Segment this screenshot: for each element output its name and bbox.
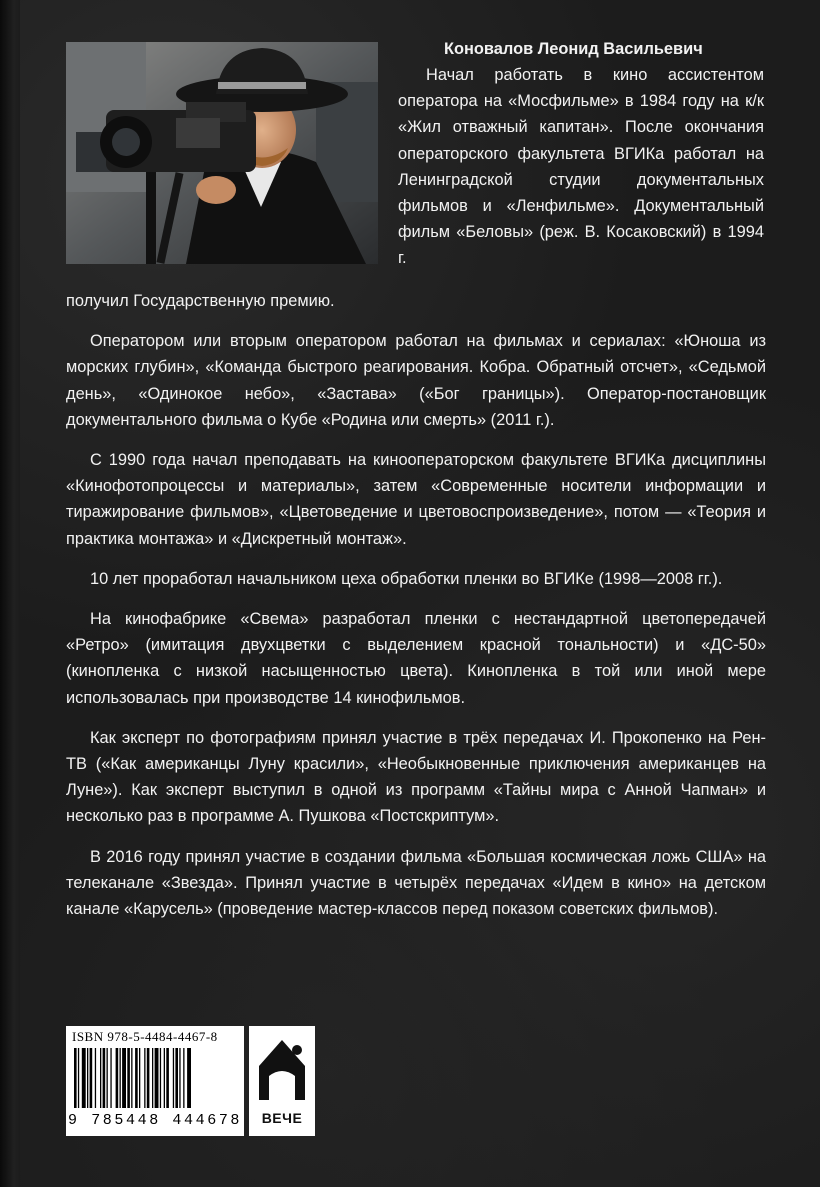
bio-paragraph: Оператором или вторым оператором работал на фильмах и сериалах: «Юноша из морских глубин», «Команда быстрого реагирования. Кобра. Обратный отсчет», «Седьмой день», «Одинокое небо», «Застава» («Бог границы»). Оператор-постановщик документального фильма о Кубе «Родина или смерть» (2011 г.). [66,332,766,429]
bio-paragraph: На кинофабрике «Свема» разработал пленки с нестандартной цветопередачей «Ретро» (имитация двухцветки с выделением красной тональности) и «ДС-50» (кинопленка с низкой насыщенностью цвета). Кинопленка в той или иной мере использовалась при производстве 14 кинофильмов. [66,610,766,707]
barcode-bars [70,1048,240,1110]
publisher-logo-icon [249,1026,315,1110]
bio-intro-paragraph: Начал работать в кино ассистентом оператора на «Мосфильме» в 1984 году на к/к «Жил отважный капитан». После окончания операторского факультета ВГИКа работал на Ленинградской студии документальных фильмов и «Ленфильме». Документальный фильм «Беловы» (реж. В. Косаковский) в 1994 г. [398,66,764,268]
author-name: Коновалов Леонид Васильевич [444,40,703,58]
isbn-barcode [66,1026,244,1136]
author-photo [66,42,378,264]
publisher-logo [249,1026,315,1136]
bio-paragraph: Как эксперт по фотографиям принял участие в трёх передачах И. Прокопенко на Рен-ТВ («Как американцы Луну красили», «Необыкновенные приключения американцев на Луне»). Как эксперт выступил в одной из программ «Тайны мира с Анной Чапман» и несколько раз в программе А. Пушкова «Постскриптум». [66,728,766,826]
bio-paragraph: В 2016 году принял участие в создании фильма «Большая космическая ложь США» на телеканале «Звезда». Принял участие в четырёх передачах «Идем в кино» на детском канале «Карусель» (проведение мастер-классов перед показом советских фильмов). [66,847,766,919]
publisher-name: ВЕЧЕ [261,1110,303,1126]
bio-paragraphs [66,288,766,936]
bio-paragraph: 10 лет проработал начальником цеха обработки пленки во ВГИКе (1998—2008 гг.). [90,569,723,588]
barcode-digits: 9 785448 444678 [68,1112,243,1129]
bio-paragraph: С 1990 года начал преподавать на кинооператорском факультете ВГИКа дисциплины «Кинофотопроцессы и материалы», затем «Современные носители информации и тиражирование фильмов», «Цветоведение и цветовоспроизведение», потом — «Теория и практика монтажа» и «Дискретный монтаж». [66,451,766,548]
isbn-label: ISBN 978-5-4484-4467-8 [72,1029,218,1044]
cover-spine-edge [0,0,20,1187]
bio-paragraph: получил Государственную премию. [66,292,335,310]
